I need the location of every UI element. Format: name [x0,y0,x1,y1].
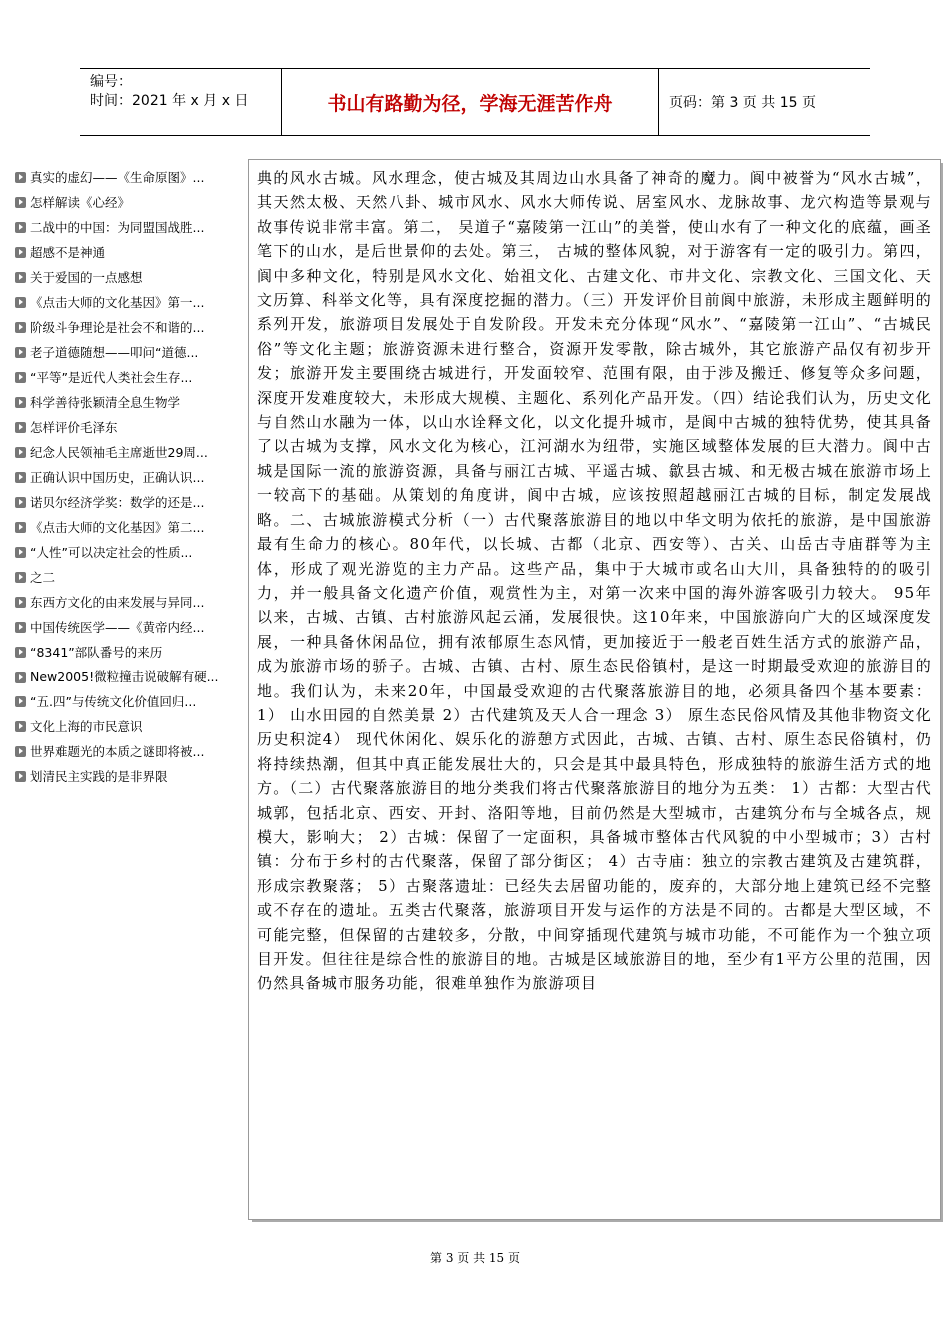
sidebar-link-label[interactable]: 二战中的中国：为同盟国战胜... [30,220,205,235]
sidebar-link-item[interactable] [15,590,243,615]
sidebar-link-label[interactable]: 划清民主实践的是非界限 [30,769,168,784]
sidebar-link-label[interactable]: “平等”是近代人类社会生存... [30,370,193,385]
arrow-bullet-icon [15,696,26,707]
arrow-bullet-icon [15,721,26,732]
sidebar-link-item[interactable] [15,465,243,490]
sidebar-link-label[interactable]: 正确认识中国历史，正确认识... [30,470,205,485]
date-text: 时间：2021 年 x 月 x 日 [90,93,249,109]
arrow-bullet-icon [15,547,26,558]
sidebar-link-item[interactable] [15,365,243,390]
page-footer: 第 3 页 共 15 页 [430,1251,520,1265]
sidebar-link-label[interactable]: 关于爱国的一点感想 [30,270,143,285]
sidebar-link-label[interactable]: “8341”部队番号的来历 [30,645,163,660]
sidebar-link-label[interactable]: 中国传统医学——《黄帝内经... [30,620,205,635]
arrow-bullet-icon [15,746,26,757]
sidebar-link-item[interactable] [15,615,243,640]
sidebar-link-label[interactable]: 真实的虚幻——《生命原图》... [30,170,205,185]
sidebar-link-item[interactable] [15,714,243,739]
arrow-bullet-icon [15,472,26,483]
sidebar-link-label[interactable]: 超感不是神通 [30,245,106,260]
sidebar-link-label[interactable]: 科学善待张颖清全息生物学 [30,395,181,410]
sidebar-link-item[interactable] [15,689,243,714]
arrow-bullet-icon [15,647,26,658]
arrow-bullet-icon [15,597,26,608]
sidebar-link-label[interactable]: 文化上海的市民意识 [30,719,143,734]
sidebar-link-item[interactable] [15,440,243,465]
arrow-bullet-icon [15,497,26,508]
sidebar-link-item[interactable] [15,290,243,315]
sidebar-link-label[interactable]: 《点击大师的文化基因》第一... [30,295,205,310]
sidebar-link-item[interactable] [15,415,243,440]
sidebar-link-label[interactable]: New2005!微粒撞击说破解有硬... [30,669,219,684]
sidebar-link-item[interactable] [15,265,243,290]
arrow-bullet-icon [15,197,26,208]
arrow-bullet-icon [15,522,26,533]
page-header [80,68,870,136]
arrow-bullet-icon [15,297,26,308]
arrow-bullet-icon [15,322,26,333]
related-articles-list [15,165,243,789]
arrow-bullet-icon [15,447,26,458]
sidebar-link-item[interactable] [15,240,243,265]
sidebar-link-label[interactable]: 怎样评价毛泽东 [30,420,118,435]
arrow-bullet-icon [15,172,26,183]
arrow-bullet-icon [15,397,26,408]
sidebar-link-label[interactable]: 老子道德随想——叩问“道德... [30,345,199,360]
sidebar-link-label[interactable]: “五.四”与传统文化价值回归... [30,694,197,709]
sidebar-link-item[interactable] [15,315,243,340]
content-box [248,159,941,1220]
sidebar-link-label[interactable]: 纪念人民领袖毛主席逝世29周... [30,445,208,460]
sidebar-link-label[interactable]: 之二 [30,570,56,585]
arrow-bullet-icon [15,622,26,633]
sidebar-link-item[interactable] [15,215,243,240]
article-body: 典的风水古城。风水理念，使古城及其周边山水具备了神奇的魔力。阆中被誉为“风水古城”，其天然太极、天然八卦、城市风水、风水大师传说、居室风水、龙脉故事、龙穴构造等景观与故事传说非常丰富。第二， 吴道子“嘉陵第一江山”的美誉，使山水有了一种文化的底蕴，画圣笔下的山水，是后世景仰的去处。第三， 古城的整体风貌，对于游客有一定的吸引力。第四， 阆中多种文化，特别是风水文化、始祖文化、古建文化、市井文化、宗教文化、三国文化、天文历算、科举文化等，具有深度挖掘的潜力。（三）开发评价目前阆中旅游，未形成主题鲜明的系列开发，旅游项目发展处于自发阶段。开发未充分体现“风水”、“嘉陵第一江山”、“古城民俗”等文化主题；旅游资源未进行整合，资源开发零散，除古城外，其它旅游产品仅有初步开发；旅游开发主要围绕古城进行，开发面较窄、范围有限，由于涉及搬迁、修复等众多问题，深度开发难度较大，未形成大规模、主题化、系列化产品开发。（四）结论我们认为，历史文化与自然山水融为一体，以山水诠释文化，以文化提升城市，是阆中古城的独特优势，使其具备了以古城为支撑，风水文化为核心，江河湖水为纽带，实施区域整体发展的巨大潜力。阆中古城是国际一流的旅游资源，具备与丽江古城、平遥古城、歙县古城、和无极古城在旅游市场上一较高下的基础。从策划的角度讲，阆中古城，应该按照超越丽江古城的目标，制定发展战略。二、古城旅游模式分析（一）古代聚落旅游目的地以中华文明为依托的旅游，是中国旅游最有生命力的核心。80年代，以长城、古都（北京、西安等）、古关、山岳古寺庙群等为主体，形成了观光游览的主力产品。这些产品，集中于大城市或名山大川，具备独特的的吸引力，并一般具备文化遗产价值，观赏性为主，对第一次来中国的海外游客吸引力较大。 95年以来，古城、古镇、古村旅游风起云涌，发展很快。这10年来，中国旅游向广大的区域深度发展，一种具备休闲品位，拥有浓郁原生态风情，更加接近于一般老百姓生活方式的旅游产品，成为旅游市场的骄子。古城、古镇、古村、原生态民俗镇村，是这一时期最受欢迎的旅游目的地。我们认为，未来20年，中国最受欢迎的古代聚落旅游目的地，必须具备四个基本要素： 1） 山水田园的自然美景 2）古代建筑及天人合一理念 3） 原生态民俗风情及其他非物资文化历史积淀4） 现代休闲化、娱乐化的游憩方式因此，古城、古镇、古村、原生态民俗镇村，仍将持续热潮，但其中真正能发展壮大的，只会是其中最具特色，形成独特的旅游生活方式的地方。（二）古代聚落旅游目的地分类我们将古代聚落旅游目的地分为五类： 1）古都：大型古代城郭，包括北京、西安、开封、洛阳等地，目前仍然是大型城市，古建筑分布与全城各点，规模大，影响大； 2）古城：保留了一定面积，具备城市整体古代风貌的中小型城市；3）古村镇：分布于乡村的古代聚落，保留了部分街区； 4）古寺庙：独立的宗教古建筑及古建筑群，形成宗教聚落； 5）古聚落遗址：已经失去居留功能的，废弃的，大部分地上建筑已经不完整或不存在的遗址。五类古代聚落，旅游项目开发与运作的方法是不同的。古都是大型区域，不可能完整，但保留的古建较多，分散，中间穿插现代建筑与城市功能，不可能作为一个独立项目开发。但往往是综合性的旅游目的地。古城是区域旅游目的地，至少有1平方公里的范围，因仍然具备城市服务功能，很难单独作为旅游项目 [257,169,932,993]
sidebar-link-label[interactable]: 东西方文化的由来发展与异同... [30,595,205,610]
arrow-bullet-icon [15,372,26,383]
header-meta [80,69,282,135]
sidebar-link-item[interactable] [15,739,243,764]
arrow-bullet-icon [15,672,26,683]
sidebar-link-item[interactable] [15,390,243,415]
sidebar-link-label[interactable]: 诺贝尔经济学奖：数学的还是... [30,495,205,510]
arrow-bullet-icon [15,272,26,283]
arrow-bullet-icon [15,347,26,358]
box-shadow-bottom [252,1220,943,1222]
sidebar-link-label[interactable]: 《点击大师的文化基因》第二... [30,520,205,535]
sidebar-link-label[interactable]: 世界难题光的本质之谜即将被... [30,744,205,759]
sidebar-link-label[interactable]: “人性”可以决定社会的性质... [30,545,193,560]
sidebar-link-label[interactable]: 怎样解读《心经》 [30,195,131,210]
sidebar-link-item[interactable] [15,764,243,789]
sidebar-link-item[interactable] [15,565,243,590]
arrow-bullet-icon [15,572,26,583]
arrow-bullet-icon [15,222,26,233]
arrow-bullet-icon [15,422,26,433]
sidebar-link-item[interactable] [15,190,243,215]
sidebar-link-item[interactable] [15,165,243,190]
header-motto: 书山有路勤为径，学海无涯苦作舟 [282,69,659,135]
sidebar-link-item[interactable] [15,490,243,515]
sidebar-link-item[interactable] [15,540,243,565]
box-shadow-right [941,163,943,1222]
arrow-bullet-icon [15,771,26,782]
sidebar-link-item[interactable] [15,340,243,365]
sidebar-link-item[interactable] [15,640,243,665]
header-page-info: 页码：第 3 页 共 15 页 [669,95,816,111]
arrow-bullet-icon [15,247,26,258]
sidebar-link-item[interactable] [15,665,243,689]
sidebar-link-label[interactable]: 阶级斗争理论是社会不和谐的... [30,320,205,335]
sidebar-link-item[interactable] [15,515,243,540]
serial-label: 编号： [90,74,132,90]
